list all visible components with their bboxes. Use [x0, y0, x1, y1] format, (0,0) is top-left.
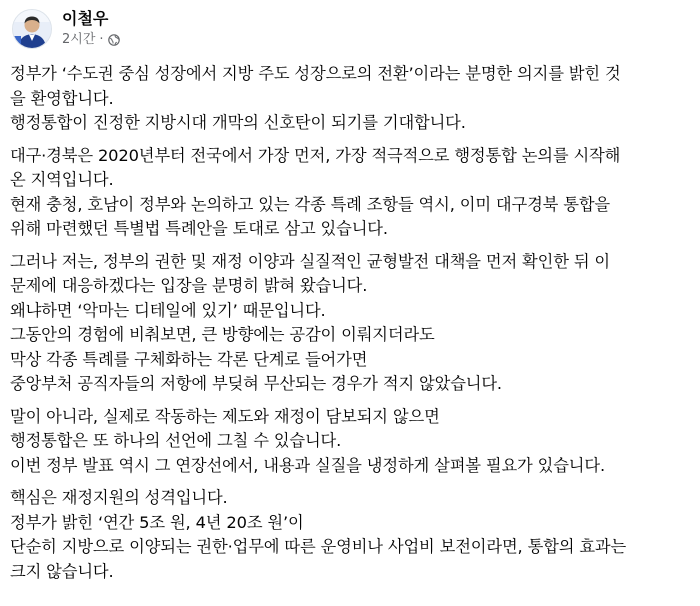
- text-line: 정부가 ‘수도권 중심 성장에서 지방 주도 성장으로의 전환’이라는 분명한 의지를 밝힌 것: [10, 64, 621, 83]
- text-line: 핵심은 재정지원의 성격입니다.: [10, 488, 228, 507]
- text-line: 막상 각종 특례를 구체화하는 각론 단계로 들어가면: [10, 349, 368, 369]
- paragraph: [10, 250, 686, 397]
- text-line: 왜냐하면 ‘악마는 디테일에 있기’ 때문입니다.: [10, 300, 326, 320]
- paragraph: [10, 405, 686, 479]
- text-line: 크지 않습니다.: [10, 561, 114, 581]
- text-line: 정부가 밝힌 ‘연간 5조 원, 4년 20조 원’이: [10, 512, 304, 532]
- post-header: [12, 6, 120, 52]
- text-line: 행정통합은 또 하나의 선언에 그칠 수 있습니다.: [10, 431, 342, 450]
- text-line: 말이 아니라, 실제로 작동하는 제도와 재정이 담보되지 않으면: [10, 406, 440, 426]
- text-line: 현재 충청, 호남이 정부와 논의하고 있는 각종 특례 조항들 역시, 이미 대구경북 통합을: [10, 194, 611, 214]
- text-line: 위해 마련했던 특별법 특례안을 토대로 삼고 있습니다.: [10, 219, 388, 238]
- text-line: 이번 정부 발표 역시 그 연장선에서, 내용과 실질을 냉정하게 살펴볼 필요가 있습니다.: [10, 455, 605, 475]
- text-line: 그동안의 경험에 비춰보면, 큰 방향에는 공감이 이뤄지더라도: [10, 325, 435, 344]
- paragraph: [10, 486, 686, 584]
- paragraph: [10, 144, 686, 242]
- text-line: 행정통합이 진정한 지방시대 개막의 신호탄이 되기를 기대합니다.: [10, 113, 466, 132]
- text-line: 그러나 저는, 정부의 권한 및 재정 이양과 실질적인 균형발전 대책을 먼저 확인한 뒤 이: [10, 251, 611, 271]
- text-line: 을 환영합니다.: [10, 88, 114, 108]
- text-line: 온 지역입니다.: [10, 170, 114, 189]
- avatar[interactable]: [12, 9, 52, 49]
- post-content: [10, 62, 686, 584]
- separator-dot: ·: [99, 32, 104, 47]
- text-line: 문제에 대응하겠다는 입장을 분명히 밝혀 왔습니다.: [10, 276, 368, 295]
- post-meta: [62, 9, 120, 49]
- text-line: 중앙부처 공직자들의 저항에 부딪혀 무산되는 경우가 적지 않았습니다.: [10, 374, 502, 393]
- post-subinfo: [62, 31, 120, 49]
- paragraph: [10, 62, 686, 136]
- globe-icon[interactable]: [108, 34, 120, 46]
- post-time[interactable]: 2시간: [62, 32, 96, 47]
- text-line: 단순히 지방으로 이양되는 권한·업무에 따른 운영비나 사업비 보전이라면, 통합의 효과는: [10, 537, 627, 556]
- text-line: 대구·경북은 2020년부터 전국에서 가장 먼저, 가장 적극적으로 행정통합 논의를 시작해: [10, 145, 621, 165]
- author-name[interactable]: 이철우: [62, 9, 109, 28]
